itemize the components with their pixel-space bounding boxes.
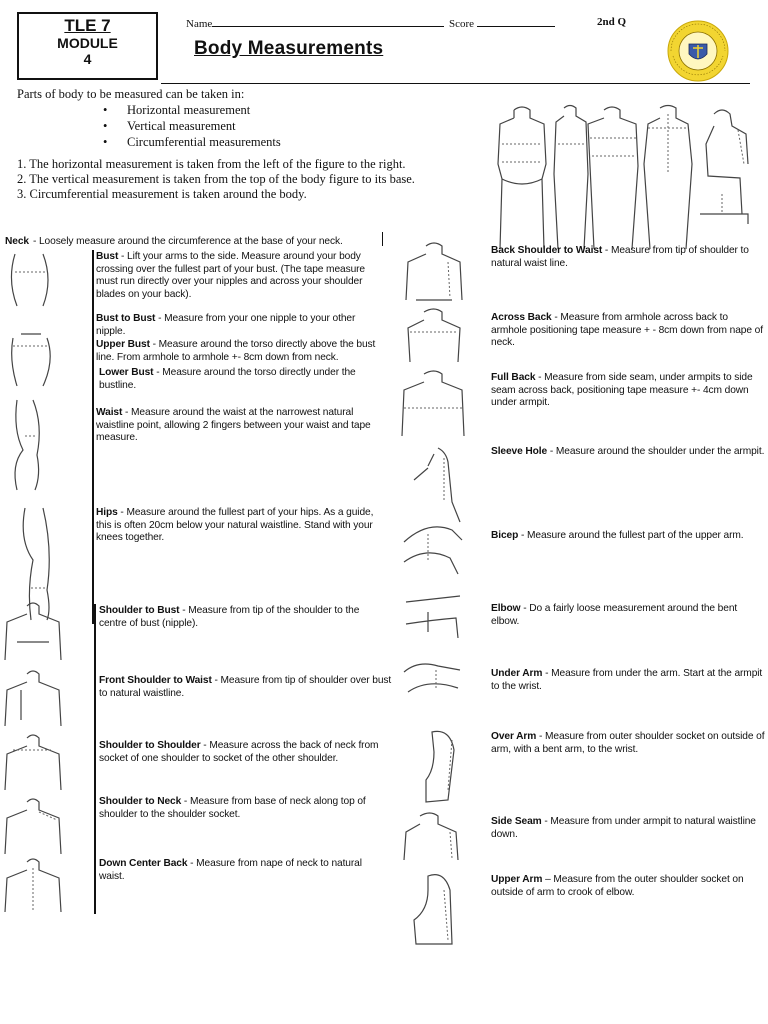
entry-name: Side Seam bbox=[491, 816, 542, 827]
measurement-entry bbox=[96, 507, 386, 545]
neck-divider bbox=[382, 232, 383, 246]
entry-name: Back Shoulder to Waist bbox=[491, 245, 603, 256]
entry-name: Shoulder to Bust bbox=[99, 605, 180, 616]
entry-description: - Measure from your one nipple to your other nipple. bbox=[96, 313, 356, 337]
measurement-types-list bbox=[17, 102, 487, 150]
entry-description: - Measure around the fullest part of your hips. As a guide, this is often 20cm below your natural waistline. Stand with your knees together. bbox=[96, 507, 374, 543]
entry-description: – Measure from the outer shoulder socket on outside of arm to crook of elbow. bbox=[491, 874, 744, 898]
entry-description: - Loosely measure around the circumference at the base of your neck. bbox=[32, 236, 343, 247]
page-title: Body Measurements bbox=[194, 38, 384, 59]
rule-item: 3. Circumferential measurement is taken around the body. bbox=[17, 187, 307, 201]
entry-name: Under Arm bbox=[491, 668, 543, 679]
measurement-entry bbox=[99, 675, 397, 700]
measurement-entry bbox=[99, 740, 389, 765]
measurement-entry bbox=[491, 530, 759, 543]
entry-name: Bust to Bust bbox=[96, 313, 156, 324]
entry-description: - Do a fairly loose measurement around the bent elbow. bbox=[491, 603, 738, 627]
left-column-divider bbox=[92, 250, 94, 624]
intro-section bbox=[17, 86, 487, 150]
rule-item: 2. The vertical measurement is taken from the top of the body figure to its base. bbox=[17, 172, 415, 186]
entry-description: - Measure from tip of the shoulder to the centre of bust (nipple). bbox=[99, 605, 360, 629]
entry-description: - Measure around the fullest part of the upper arm. bbox=[518, 530, 744, 541]
rule-item: 1. The horizontal measurement is taken from the left of the figure to the right. bbox=[17, 157, 406, 171]
measurement-type: • Horizontal measurement bbox=[109, 102, 487, 118]
entry-description: - Measure from tip of shoulder to natural waist line. bbox=[491, 245, 749, 269]
measurement-entry bbox=[491, 731, 767, 756]
header-divider bbox=[161, 83, 750, 84]
entry-name: Sleeve Hole bbox=[491, 446, 548, 457]
measurement-entry bbox=[491, 446, 766, 459]
entry-name: Down Center Back bbox=[99, 858, 188, 869]
measurement-entry bbox=[99, 796, 389, 821]
entry-name: Front Shoulder to Waist bbox=[99, 675, 212, 686]
body-figures-illustration bbox=[492, 104, 754, 252]
measurement-entry bbox=[96, 313, 374, 338]
name-label: Name bbox=[186, 18, 213, 30]
measurement-entry bbox=[491, 312, 766, 350]
entry-description: - Measure from armhole across back to armhole positioning tape measure + - 8cm down from nape of neck. bbox=[491, 312, 763, 348]
measurement-entry bbox=[96, 339, 378, 364]
left-figures-illustration bbox=[3, 250, 63, 915]
module-code: TLE 7 bbox=[64, 16, 111, 35]
entry-name: Upper Arm bbox=[491, 874, 543, 885]
entry-name: Waist bbox=[96, 407, 123, 418]
entry-name: Elbow bbox=[491, 603, 521, 614]
measurement-entry bbox=[99, 858, 389, 883]
entry-name: Shoulder to Shoulder bbox=[99, 740, 201, 751]
entry-name: Upper Bust bbox=[96, 339, 150, 350]
entry-description: - Measure around the waist at the narrowest natural waistline point, allowing 2 fingers between your waist and tape measure. bbox=[96, 407, 371, 443]
entry-description: - Measure from under armpit to natural waistline down. bbox=[491, 816, 756, 840]
entry-name: Full Back bbox=[491, 372, 536, 383]
name-line[interactable] bbox=[212, 16, 444, 27]
measurement-entry bbox=[491, 603, 767, 628]
score-label: Score bbox=[449, 18, 475, 30]
entry-name: Over Arm bbox=[491, 731, 537, 742]
measurement-entry bbox=[491, 816, 759, 841]
measurement-entry bbox=[491, 372, 759, 410]
measurement-type: • Circumferential measurements bbox=[109, 134, 487, 150]
school-seal-logo bbox=[667, 20, 729, 82]
quarter-label: 2nd Q bbox=[597, 16, 627, 28]
entry-name: Lower Bust bbox=[99, 367, 154, 378]
entry-description: - Measure from side seam, under armpits to side seam across back, positioning tape measure +- 4cm down under armpit. bbox=[491, 372, 753, 408]
measurement-entry bbox=[491, 668, 767, 693]
entry-description: - Measure around the torso directly under the bustline. bbox=[99, 367, 356, 391]
measurement-entry bbox=[99, 367, 377, 392]
module-number: 4 bbox=[83, 51, 92, 67]
measurement-entry bbox=[491, 245, 759, 270]
entry-name: Bicep bbox=[491, 530, 519, 541]
measurement-rules bbox=[17, 157, 487, 202]
module-box bbox=[17, 12, 158, 80]
entry-description: - Measure around the torso directly above the bust line. From armhole to armhole +- 8cm down from neck. bbox=[96, 339, 376, 363]
score-line[interactable] bbox=[477, 16, 555, 27]
entry-name: Across Back bbox=[491, 312, 552, 323]
measurement-entry bbox=[96, 407, 386, 445]
name-field bbox=[186, 16, 555, 30]
entry-name: Bust bbox=[96, 251, 119, 262]
entry-description: - Measure from outer shoulder socket on outside of arm, with a bent arm, to the wrist. bbox=[491, 731, 765, 755]
measurement-entry bbox=[491, 874, 759, 899]
entry-description: - Lift your arms to the side. Measure around your body crossing over the fullest part of your bust. (The tape measure must run directly over your nipples and across your shoulder blades on your back). bbox=[96, 251, 365, 300]
entry-description: - Measure from tip of shoulder over bust to natural waistline. bbox=[99, 675, 392, 699]
measurement-type: • Vertical measurement bbox=[109, 118, 487, 134]
entry-description: - Measure from nape of neck to natural waist. bbox=[99, 858, 362, 882]
entry-description: - Measure across the back of neck from socket of one shoulder to socket of the other shoulder. bbox=[99, 740, 379, 764]
entry-description: - Measure from base of neck along top of shoulder to the shoulder socket. bbox=[99, 796, 366, 820]
neck-entry bbox=[5, 236, 385, 249]
entry-name: Neck bbox=[5, 236, 29, 247]
right-figures-illustration bbox=[398, 240, 470, 955]
entry-name: Hips bbox=[96, 507, 118, 518]
entry-description: - Measure from under the arm. Start at the armpit to the wrist. bbox=[491, 668, 763, 692]
module-label: MODULE bbox=[57, 35, 118, 51]
entry-name: Shoulder to Neck bbox=[99, 796, 182, 807]
left-column-divider bbox=[94, 604, 96, 914]
intro-lead: Parts of body to be measured can be taken in: bbox=[17, 87, 245, 101]
entry-description: - Measure around the shoulder under the armpit. bbox=[547, 446, 765, 457]
measurement-entry bbox=[96, 251, 374, 301]
measurement-entry bbox=[99, 605, 389, 630]
